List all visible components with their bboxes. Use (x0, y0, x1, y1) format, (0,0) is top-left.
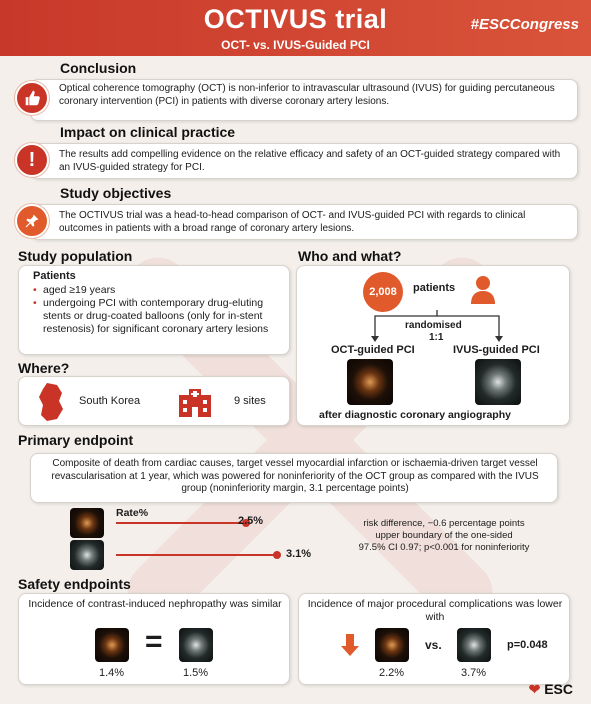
thumbs-up-icon (15, 81, 49, 115)
where-heading: Where? (18, 360, 70, 376)
population-list (33, 284, 283, 336)
oct-thumb-primary (70, 508, 104, 538)
conclusion-box (30, 79, 578, 121)
ivus-thumb-primary (70, 540, 104, 570)
ivus-thumb-safety-right (457, 628, 491, 662)
down-arrow-icon (341, 634, 359, 656)
safety-right-title: Incidence of major procedural complications was lower with (307, 598, 563, 623)
result-line-1: risk difference, −0.6 percentage points (363, 518, 525, 529)
who-box (296, 265, 570, 426)
result-line-2: upper boundary of the one-sided (375, 530, 513, 541)
arm-ivus-label: IVUS-guided PCI (453, 344, 540, 356)
impact-text: The results add compelling evidence on the relative efficacy and safety of an OCT-guided strategy compared with an IVUS-guided strategy for PCI. (59, 149, 561, 173)
safety-heading: Safety endpoints (18, 576, 131, 592)
oct-image (347, 359, 393, 405)
population-item-1: aged ≥19 years (43, 284, 116, 296)
vs-label: vs. (425, 638, 442, 652)
korea-map-icon (35, 381, 69, 423)
impact-heading: Impact on clinical practice (60, 124, 236, 140)
list-item: • aged ≥19 years (33, 284, 116, 296)
patients-label: Patients (33, 270, 76, 282)
population-box (18, 265, 290, 355)
primary-description: Composite of death from cardiac causes, target vessel myocardial infarction or ischaemia-driven target vessel revascularisation at 1 year, which was powered for noninferiority of the OCT group as compared with the IVUS group (noninferiority margin, 3.1 percentage points) (51, 458, 539, 494)
conclusion-text: Optical coherence tomography (OCT) is non-inferior to intravascular ultrasound (IVUS) for guiding percutaneous coronary intervention (PCI) in patients with diverse coronary artery lesions. (59, 83, 555, 107)
person-icon (469, 274, 497, 304)
sites-label: 9 sites (234, 395, 266, 407)
patients-count-label: patients (413, 282, 456, 294)
safety-right-ivus-value: 3.7% (461, 667, 487, 679)
arm-oct-label: OCT-guided PCI (331, 344, 415, 356)
heart-icon: ❤ (528, 681, 541, 697)
who-heading: Who and what? (298, 248, 402, 264)
page-subtitle: OCT- vs. IVUS-Guided PCI (221, 38, 370, 52)
ivus-rate-value: 3.1% (286, 548, 312, 560)
objectives-text: The OCTIVUS trial was a head-to-head comparison of OCT- and IVUS-guided PCI with regards to clinical outcomes in patients with a broad range of coronary artery lesions. (59, 210, 526, 234)
patient-count-badge (363, 272, 403, 312)
safety-left-title: Incidence of contrast-induced nephropathy was similar (28, 598, 282, 610)
primary-heading: Primary endpoint (18, 432, 134, 448)
safety-left-ivus-value: 1.5% (183, 667, 209, 679)
esc-logo-text: ESC (544, 681, 573, 697)
objectives-box (30, 204, 578, 240)
population-heading: Study population (18, 248, 133, 264)
ivus-thumb-safety-left (179, 628, 213, 662)
oct-rate-value: 2.5% (238, 515, 264, 527)
ivus-rate-bar (116, 554, 277, 556)
hashtag[interactable]: #ESCCongress (470, 16, 579, 33)
safety-right-box (298, 593, 570, 685)
ivus-image (475, 359, 521, 405)
primary-result (334, 518, 554, 554)
primary-description-box (30, 453, 558, 503)
p-value: p=0.048 (507, 639, 548, 651)
pin-icon (15, 204, 49, 238)
country-label: South Korea (79, 395, 141, 407)
header-banner (0, 0, 591, 56)
conclusion-heading: Conclusion (60, 60, 137, 76)
esc-logo (529, 681, 573, 698)
oct-rate-bar (116, 522, 246, 524)
rate-label: Rate% (116, 507, 149, 519)
population-item-2: undergoing PCI with contemporary drug-eluting stents or drug-coated balloons (only for in-stent restenosis) for significant coronary artery lesions (43, 297, 269, 335)
safety-left-box (18, 593, 290, 685)
objectives-heading: Study objectives (60, 185, 172, 201)
patient-count: 2,008 (369, 286, 397, 298)
hospital-icon (177, 387, 213, 417)
safety-left-oct-value: 1.4% (99, 667, 125, 679)
exclamation-icon: ! (15, 143, 49, 177)
list-item: • undergoing PCI with contemporary drug-eluting stents or drug-coated balloons (only for in-stent restenosis) for significant coronary artery lesions (33, 297, 283, 336)
equal-symbol: = (145, 625, 163, 658)
oct-thumb-safety-right (375, 628, 409, 662)
where-box (18, 376, 290, 426)
oct-thumb-safety-left (95, 628, 129, 662)
randomised-label: randomised (405, 320, 462, 331)
page-title: OCTIVUS trial (203, 4, 388, 34)
safety-right-oct-value: 2.2% (379, 667, 405, 679)
who-footer: after diagnostic coronary angiography (319, 409, 511, 421)
ratio-label: 1:1 (429, 332, 444, 343)
result-line-3: 97.5% CI 0.97; p<0.001 for noninferiority (358, 542, 530, 553)
impact-box (30, 143, 578, 179)
